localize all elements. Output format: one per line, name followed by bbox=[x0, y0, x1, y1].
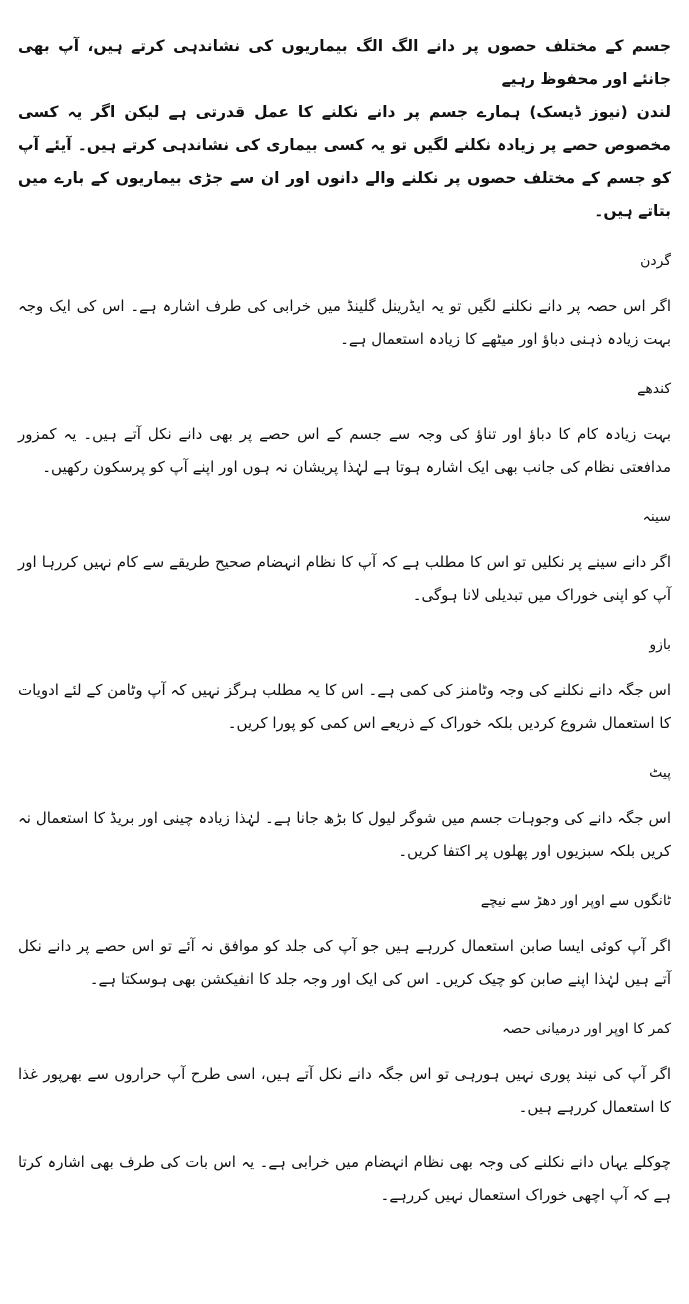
section-heading-chest: سینہ bbox=[642, 509, 671, 525]
section-heading-neck: گردن bbox=[640, 253, 671, 269]
section-heading-stomach: پیٹ bbox=[649, 765, 671, 781]
section-heading-shoulders: کندھے bbox=[637, 381, 671, 397]
section-body-thighs: اگر آپ کوئی ایسا صابن استعمال کررہے ہیں جو آپ کی جلد کو موافق نہ آئے تو اس حصے پر دانے نکل آتے ہیں لہٰذا اپنے صابن کو چیک کریں۔ اس کی ایک اور وجہ جلد کا انفیکشن بھی ہوسکتا ہے۔ bbox=[18, 937, 671, 988]
article-title: جسم کے مختلف حصوں پر دانے الگ الگ بیماریوں کی نشاندہی کرتے ہیں، آپ بھی جانئے اور محفوظ رہیے bbox=[18, 37, 671, 88]
section-body-arms: اس جگہ دانے نکلنے کی وجہ وٹامنز کی کمی ہے۔ اس کا یہ مطلب ہرگز نہیں کہ آپ وٹامن کے لئے ادویات کا استعمال شروع کردیں بلکہ خوراک کے ذریعے اس کمی کو پورا کریں۔ bbox=[18, 681, 671, 732]
section-heading-back: کمر کا اوپر اور درمیانی حصہ bbox=[502, 1021, 671, 1037]
section-heading-thighs: ٹانگوں سے اوپر اور دھڑ سے نیچے bbox=[480, 893, 671, 909]
section-body-shoulders: بہت زیادہ کام کا دباؤ اور تناؤ کی وجہ سے جسم کے اس حصے پر بھی دانے نکل آتے ہیں۔ یہ کمزور مدافعتی نظام کی جانب بھی ایک اشارہ ہوتا ہے لہٰذا پریشان نہ ہوں اور اپنے آپ کو پرسکون رکھیں۔ bbox=[18, 425, 671, 476]
section-body-back-continued: چوکلے یہاں دانے نکلنے کی وجہ بھی نظام انہضام میں خرابی ہے۔ یہ اس بات کی طرف بھی اشارہ کرتا ہے کہ آپ اچھی خوراک استعمال نہیں کررہے۔ bbox=[18, 1153, 671, 1204]
article-intro: لندن (نیوز ڈیسک) ہمارے جسم پر دانے نکلنے کا عمل قدرتی ہے لیکن اگر یہ کسی مخصوص حصے پر زیادہ نکلنے لگیں تو یہ کسی بیماری کی نشاندہی کرتے ہیں۔ آیئے آپ کو جسم کے مختلف حصوں پر نکلنے والے دانوں اور ان سے جڑی بیماریوں کے بارے میں بتاتے ہیں۔ bbox=[18, 103, 671, 220]
section-body-stomach: اس جگہ دانے کی وجوہات جسم میں شوگر لیول کا بڑھ جانا ہے۔ لہٰذا زیادہ چینی اور بریڈ کا استعمال نہ کریں بلکہ سبزیوں اور پھلوں پر اکتفا کریں۔ bbox=[18, 809, 671, 860]
section-body-neck: اگر اس حصہ پر دانے نکلنے لگیں تو یہ ایڈرینل گلینڈ میں خرابی کی طرف اشارہ ہے۔ اس کی ایک وجہ بہت زیادہ ذہنی دباؤ اور میٹھے کا زیادہ استعمال ہے۔ bbox=[18, 297, 671, 348]
section-body-back: اگر آپ کی نیند پوری نہیں ہورہی تو اس جگہ دانے نکل آتے ہیں، اسی طرح آپ حراروں سے بھرپور غذا کا استعمال کررہے ہیں۔ bbox=[18, 1065, 671, 1116]
section-body-chest: اگر دانے سینے پر نکلیں تو اس کا مطلب ہے کہ آپ کا نظام انہضام صحیح طریقے سے کام نہیں کررہا اور آپ کو اپنی خوراک میں تبدیلی لانا ہوگی۔ bbox=[18, 553, 671, 604]
section-heading-arms: بازو bbox=[649, 637, 671, 653]
